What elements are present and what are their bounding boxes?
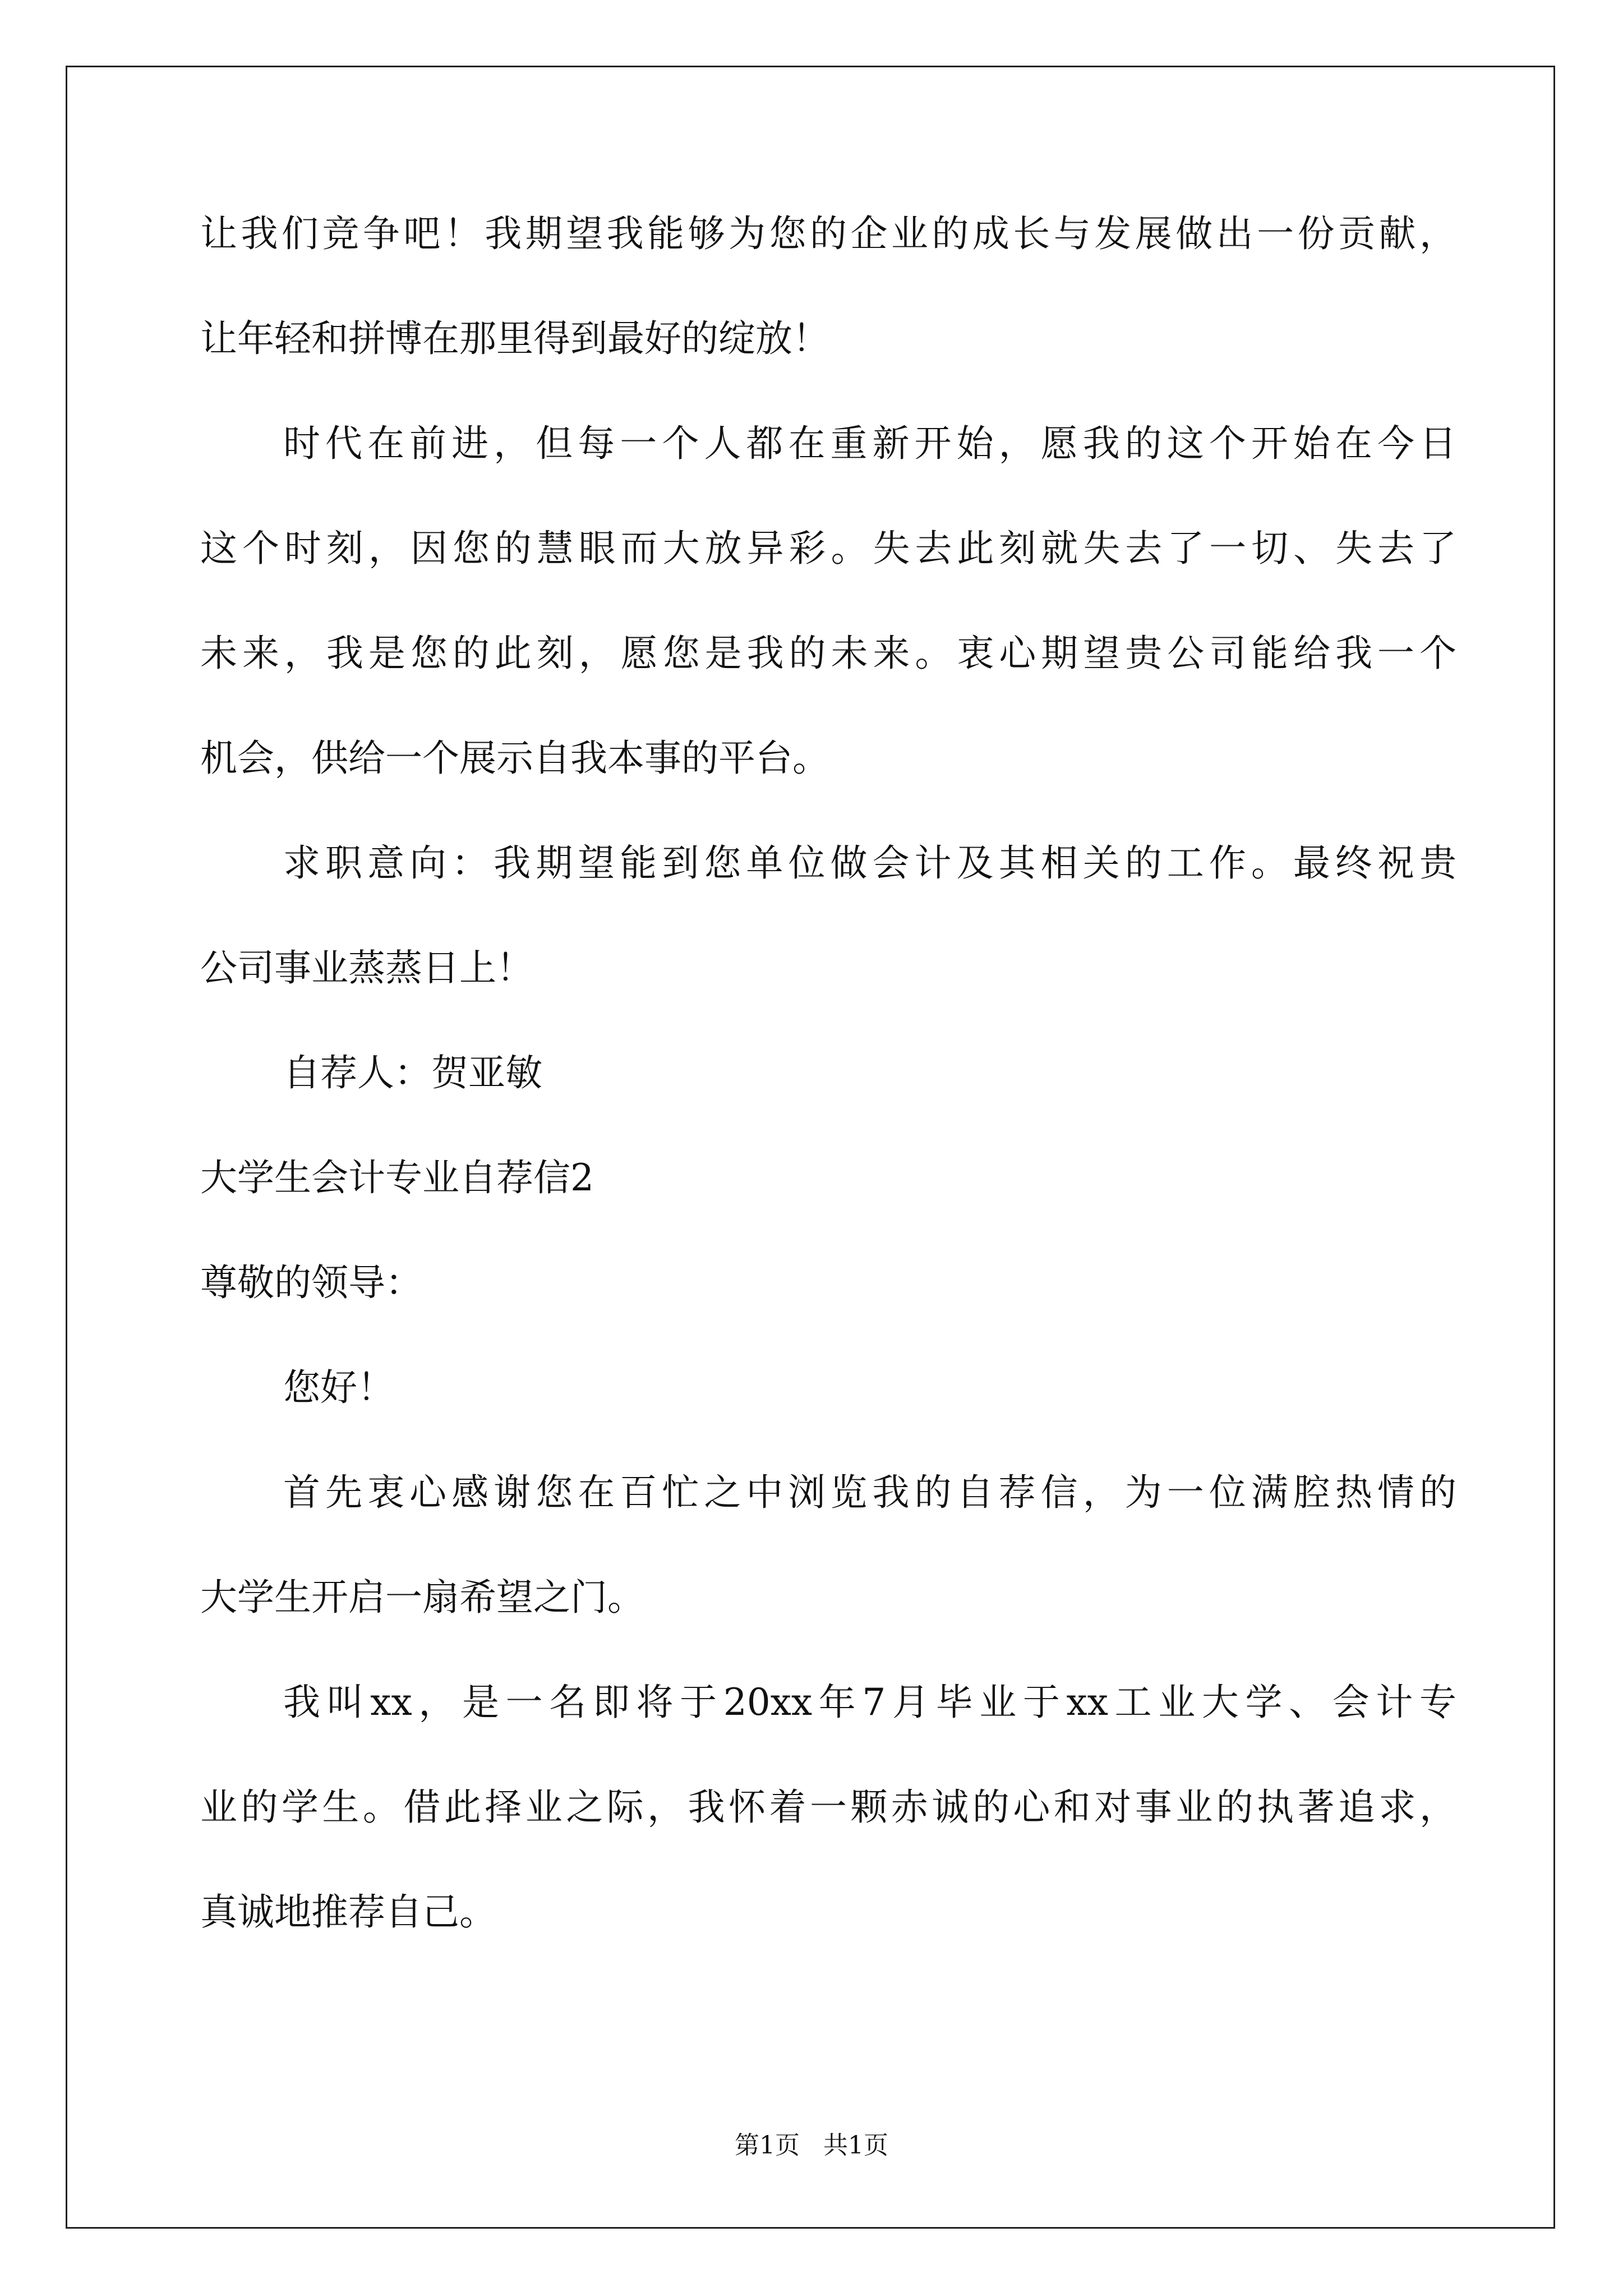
text-line: 让年轻和拼博在那里得到最好的绽放！ bbox=[200, 317, 829, 360]
section-title: 大学生会计专业自荐信2 bbox=[200, 1156, 594, 1199]
document-body bbox=[200, 213, 1456, 1996]
text-line: 真诚地推荐自己。 bbox=[200, 1890, 496, 1934]
page-number-total: 共1页 bbox=[823, 2131, 888, 2160]
text-line: 大学生开启一扇希望之门。 bbox=[200, 1576, 644, 1619]
text-line: 首先衷心感谢您在百忙之中浏览我的自荐信，为一位满腔热情的 bbox=[283, 1471, 1456, 1514]
signature-line: 自荐人：贺亚敏 bbox=[283, 1051, 542, 1094]
text-line: 机会，供给一个展示自我本事的平台。 bbox=[200, 737, 829, 780]
text-line: 让我们竞争吧！我期望我能够为您的企业的成长与发展做出一份贡献， bbox=[200, 212, 1456, 255]
greeting: 您好！ bbox=[283, 1366, 394, 1409]
text-line: 这个时刻，因您的慧眼而大放异彩。失去此刻就失去了一切、失去了 bbox=[200, 527, 1456, 570]
text-line: 我叫xx，是一名即将于20xx年7月毕业于xx工业大学、会计专 bbox=[283, 1681, 1456, 1724]
page-number-current: 第1页 bbox=[735, 2131, 800, 2160]
text-line: 未来，我是您的此刻，愿您是我的未来。衷心期望贵公司能给我一个 bbox=[200, 632, 1456, 675]
text-line: 公司事业蒸蒸日上！ bbox=[200, 946, 533, 990]
text-line: 时代在前进，但每一个人都在重新开始，愿我的这个开始在今日 bbox=[283, 422, 1456, 465]
page-footer bbox=[0, 2132, 1623, 2160]
text-line: 业的学生。借此择业之际，我怀着一颗赤诚的心和对事业的执著追求， bbox=[200, 1786, 1456, 1829]
salutation: 尊敬的领导： bbox=[200, 1261, 422, 1304]
text-line: 求职意向：我期望能到您单位做会计及其相关的工作。最终祝贵 bbox=[283, 841, 1456, 885]
